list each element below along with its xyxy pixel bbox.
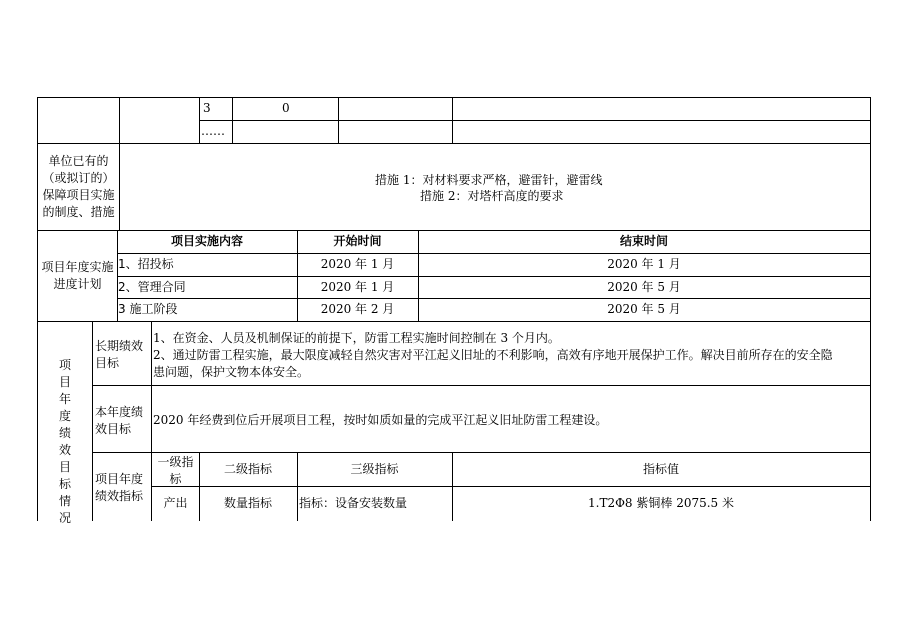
rule xyxy=(199,97,200,143)
rule xyxy=(92,452,871,453)
schedule-start: 2020 年 2 月 xyxy=(320,302,395,316)
header-value: 指标值 xyxy=(642,462,679,476)
schedule-end: 2020 年 5 月 xyxy=(607,302,681,316)
rule xyxy=(152,486,871,487)
header-start-time: 开始时间 xyxy=(333,234,382,248)
header-level2: 二级指标 xyxy=(223,462,272,476)
rule xyxy=(117,253,871,254)
rule xyxy=(37,230,871,231)
schedule-content: 1、招投标 xyxy=(118,257,174,271)
schedule-start: 2020 年 1 月 xyxy=(320,257,395,271)
rule xyxy=(870,97,871,521)
rule xyxy=(151,321,152,521)
rule xyxy=(452,97,453,143)
rule xyxy=(117,298,871,299)
schedule-content: 2、管理合同 xyxy=(118,280,186,294)
rule xyxy=(92,321,93,521)
value-cell: 0 xyxy=(282,101,290,115)
row-number-cell: 3 xyxy=(203,101,211,115)
rule xyxy=(199,120,871,121)
indicator-level2: 数量指标 xyxy=(223,496,272,510)
rule xyxy=(338,97,339,143)
rule xyxy=(37,321,871,322)
annual-goal-text: 2020 年经费到位后开展项目工程，按时如质如量的完成平江起义旧址防雷工程建设。 xyxy=(153,413,608,427)
schedule-end: 2020 年 1 月 xyxy=(607,257,681,271)
rule xyxy=(117,276,871,277)
indicator-level1: 产出 xyxy=(163,496,188,510)
indicator-level3: 指标：设备安装数量 xyxy=(299,496,408,510)
measure-1: 措施 1：对材料要求严格，避雷针，避雷线 xyxy=(375,173,603,187)
header-level3: 三级指标 xyxy=(350,462,399,476)
schedule-start: 2020 年 1 月 xyxy=(320,280,395,294)
document-page: 3 0 …… 单位已有的 （或拟订的） 保障项目实施 的制度、措施 措施 1：对材料要求严格，避雷针，避雷线 措施 2：对塔杆高度的要求 项目年度实施 进度计划 项目实施内容 开始时间 结束时间 1、招投标 2020 年 1 月 2020 年 1 月 2、管理合同 2020 年 1 月 2020 年 5 月 3 施工阶段 2020 年 2 月 2020 年 5 月 项 目 年 度 绩 效 目 标 情 况 长期绩效 目标 1、在资金、人员及机制保证的前提下，防雷工程实施时间控制在 3 个月内。 2、通过防雷工程实施，最大限度减轻自然灾害对平江起义旧址的不利影响，高效有序地开展保护工作。解决目前所存在的安全隐 患问题，保护文物本体安全。 本年度绩 效目标 2020 年经费到位后开展项目工程，按时如质如量的完成平江起义旧址防雷工程建设。 项目年度 绩效指标 一级指 标 二级指标 三级指标 指标值 产出 数量指标 指标：设备安装数量 1.T2Φ8 紫铜棒 2075.5 米 xyxy=(0,0,898,635)
measure-2: 措施 2：对塔杆高度的要求 xyxy=(420,189,564,203)
rule xyxy=(232,97,233,143)
ellipsis-cell: …… xyxy=(201,124,225,138)
rule xyxy=(37,97,871,98)
header-content: 项目实施内容 xyxy=(170,234,243,248)
rule xyxy=(37,143,871,144)
header-end-time: 结束时间 xyxy=(619,234,668,248)
schedule-content: 3 施工阶段 xyxy=(118,302,178,316)
rule xyxy=(119,97,120,143)
schedule-end: 2020 年 5 月 xyxy=(607,280,681,294)
rule xyxy=(92,385,871,386)
indicator-value: 1.T2Φ8 紫铜棒 2075.5 米 xyxy=(588,496,734,510)
rule xyxy=(119,143,120,230)
